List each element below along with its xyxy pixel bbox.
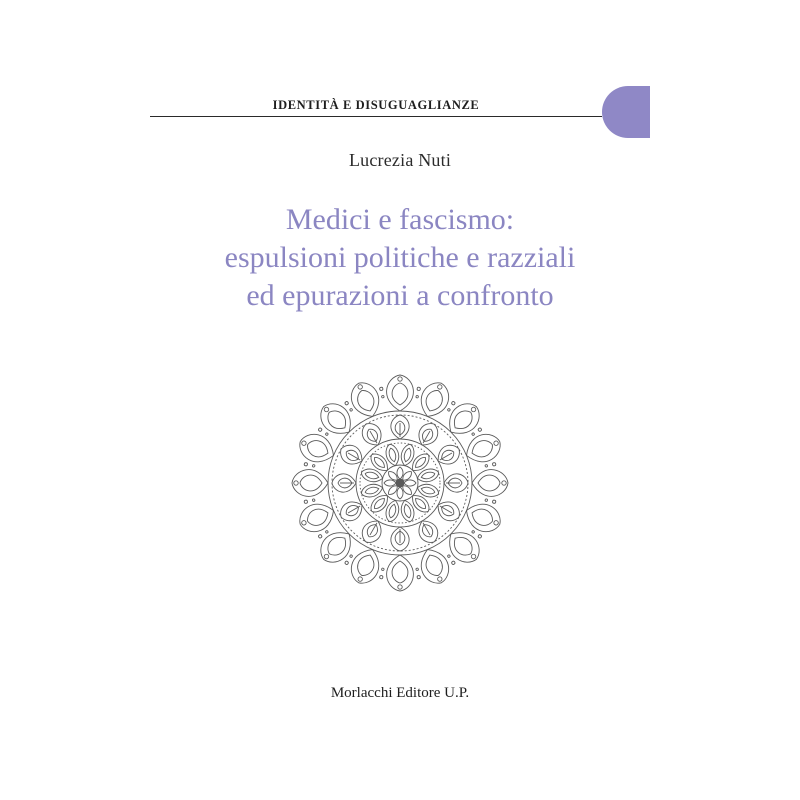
- series-accent-circle: [602, 86, 650, 138]
- author-name: Lucrezia Nuti: [348, 150, 452, 170]
- title-line: Medici e fascismo:: [285, 203, 515, 236]
- book-title: [150, 201, 650, 315]
- publisher-name: Morlacchi Editore U.P.: [330, 685, 470, 701]
- series-header: [150, 94, 602, 117]
- series-title: IDENTITÀ E DISUGUAGLIANZE: [272, 98, 480, 112]
- title-line: ed epurazioni a confronto: [246, 279, 554, 312]
- mandala-icon: [290, 373, 510, 593]
- title-line: espulsioni politiche e razziali: [224, 241, 576, 274]
